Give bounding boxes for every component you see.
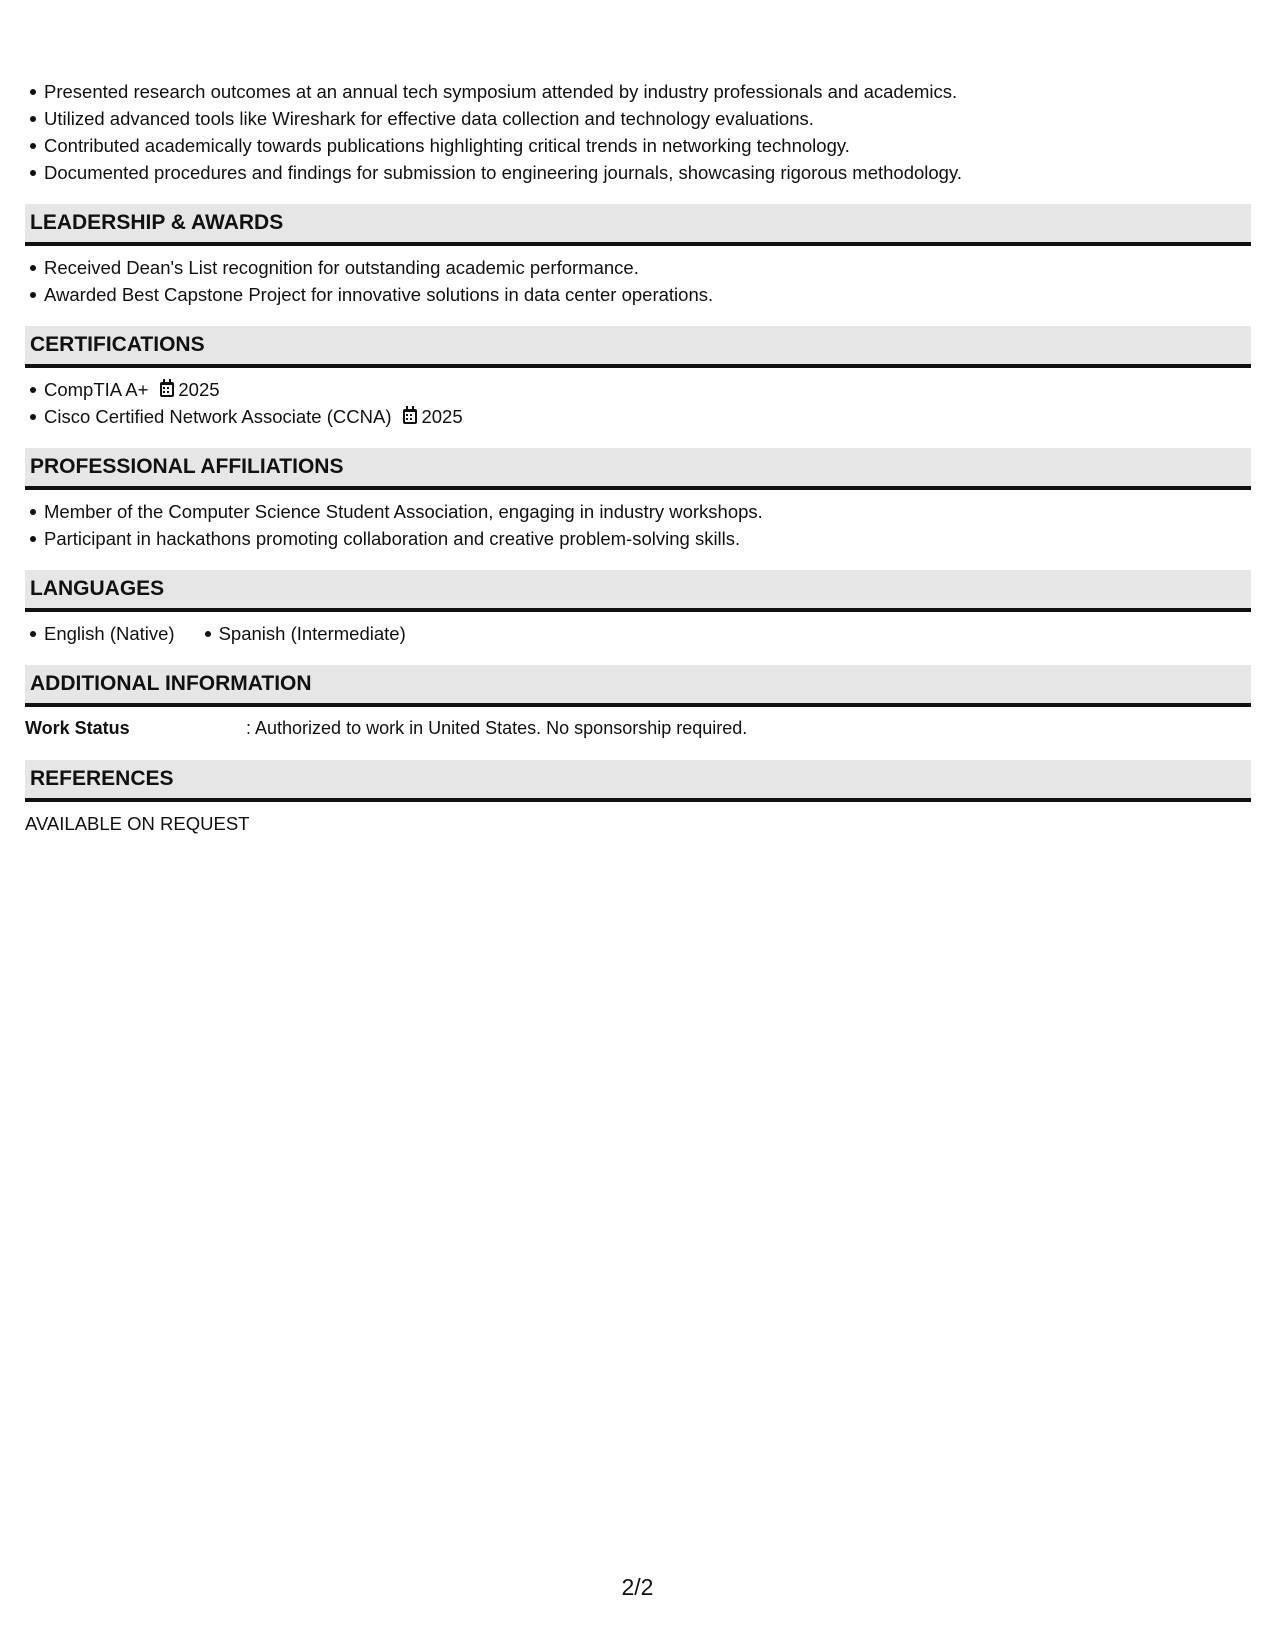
certifications-section-header <box>25 326 1251 368</box>
leadership-list <box>25 254 1251 308</box>
languages-section-header <box>25 570 1251 612</box>
additional-info-section-header <box>25 665 1251 707</box>
experience-bullet-list <box>25 78 1251 186</box>
additional-info-section-title: ADDITIONAL INFORMATION <box>30 672 312 695</box>
leadership-section-title: LEADERSHIP & AWARDS <box>30 211 284 234</box>
calendar-icon <box>403 409 417 424</box>
affiliation-item: Participant in hackathons promoting collaboration and creative problem-solving skills. <box>44 525 1251 552</box>
certification-name: CompTIA A+ <box>44 379 149 400</box>
affiliations-list <box>25 498 1251 552</box>
certification-year: 2025 <box>178 379 220 400</box>
experience-bullet: Contributed academically towards publications highlighting critical trends in networking technology. <box>44 132 1251 159</box>
language-item: Spanish (Intermediate) <box>219 620 406 647</box>
affiliations-section-title: PROFESSIONAL AFFILIATIONS <box>30 455 344 478</box>
experience-bullet: Utilized advanced tools like Wireshark for effective data collection and technology evaluations. <box>44 105 1251 132</box>
language-item: English (Native) <box>44 620 175 647</box>
references-section-title: REFERENCES <box>30 767 174 790</box>
experience-bullet: Presented research outcomes at an annual tech symposium attended by industry professionals and academics. <box>44 78 1251 105</box>
leadership-item: Awarded Best Capstone Project for innovative solutions in data center operations. <box>44 281 1251 308</box>
leadership-item: Received Dean's List recognition for outstanding academic performance. <box>44 254 1251 281</box>
references-section-header <box>25 760 1251 802</box>
certification-year: 2025 <box>421 406 463 427</box>
experience-bullet: Documented procedures and findings for submission to engineering journals, showcasing rigorous methodology. <box>44 159 1251 186</box>
work-status-value: : Authorized to work in United States. No sponsorship required. <box>246 718 748 738</box>
work-status-row <box>25 715 1251 742</box>
certification-name: Cisco Certified Network Associate (CCNA) <box>44 406 392 427</box>
certification-item <box>44 376 1251 403</box>
resume-page <box>25 78 1251 837</box>
leadership-section-header <box>25 204 1251 246</box>
languages-list <box>25 620 1251 647</box>
certifications-section-title: CERTIFICATIONS <box>30 333 205 356</box>
certifications-list <box>25 376 1251 430</box>
certification-item <box>44 403 1251 430</box>
page-number: 2/2 <box>621 1574 654 1600</box>
affiliations-section-header <box>25 448 1251 490</box>
references-text: AVAILABLE ON REQUEST <box>25 813 250 834</box>
affiliation-item: Member of the Computer Science Student Association, engaging in industry workshops. <box>44 498 1251 525</box>
calendar-icon <box>160 382 174 397</box>
work-status-label: Work Status <box>25 718 130 738</box>
languages-section-title: LANGUAGES <box>30 577 165 600</box>
